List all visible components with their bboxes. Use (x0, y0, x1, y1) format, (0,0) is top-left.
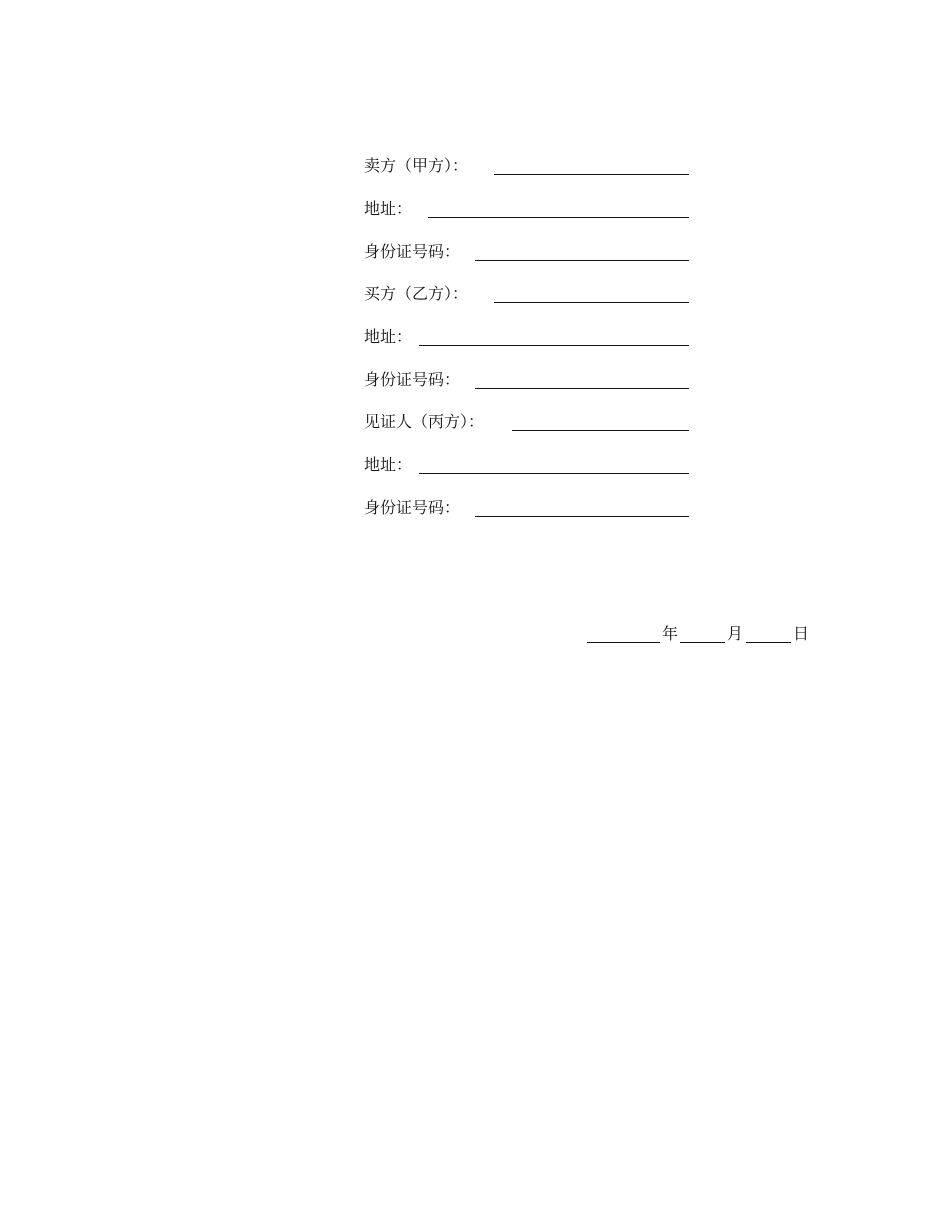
year-blank-line[interactable] (587, 642, 660, 643)
buyer-address-blank-line[interactable] (419, 345, 689, 346)
seller-field (364, 155, 689, 177)
day-char: 日 (793, 624, 810, 643)
date-line (587, 623, 812, 645)
seller-address-blank-line[interactable] (428, 217, 689, 218)
buyer-label: 买方（乙方）： (364, 284, 469, 303)
witness-address-field (364, 454, 689, 476)
year-char: 年 (662, 624, 679, 643)
month-char: 月 (727, 624, 744, 643)
buyer-id-label: 身份证号码： (364, 370, 461, 389)
buyer-id-field (364, 369, 689, 391)
witness-id-field (364, 497, 689, 519)
month-blank-line[interactable] (680, 642, 725, 643)
buyer-id-blank-line[interactable] (475, 388, 689, 389)
buyer-blank-line[interactable] (494, 302, 689, 303)
seller-blank-line[interactable] (494, 174, 689, 175)
witness-id-blank-line[interactable] (475, 516, 689, 517)
seller-address-field (364, 198, 689, 220)
buyer-field (364, 283, 689, 305)
witness-address-label: 地址： (364, 455, 413, 474)
witness-label: 见证人（丙方）： (364, 412, 485, 431)
witness-field (364, 411, 689, 433)
seller-id-field (364, 241, 689, 263)
seller-id-blank-line[interactable] (475, 260, 689, 261)
witness-id-label: 身份证号码： (364, 498, 461, 517)
seller-label: 卖方（甲方）： (364, 156, 469, 175)
witness-address-blank-line[interactable] (419, 473, 689, 474)
seller-address-label: 地址： (364, 199, 413, 218)
buyer-address-field (364, 326, 689, 348)
buyer-address-label: 地址： (364, 327, 413, 346)
day-blank-line[interactable] (746, 642, 791, 643)
seller-id-label: 身份证号码： (364, 242, 461, 261)
witness-blank-line[interactable] (512, 430, 689, 431)
